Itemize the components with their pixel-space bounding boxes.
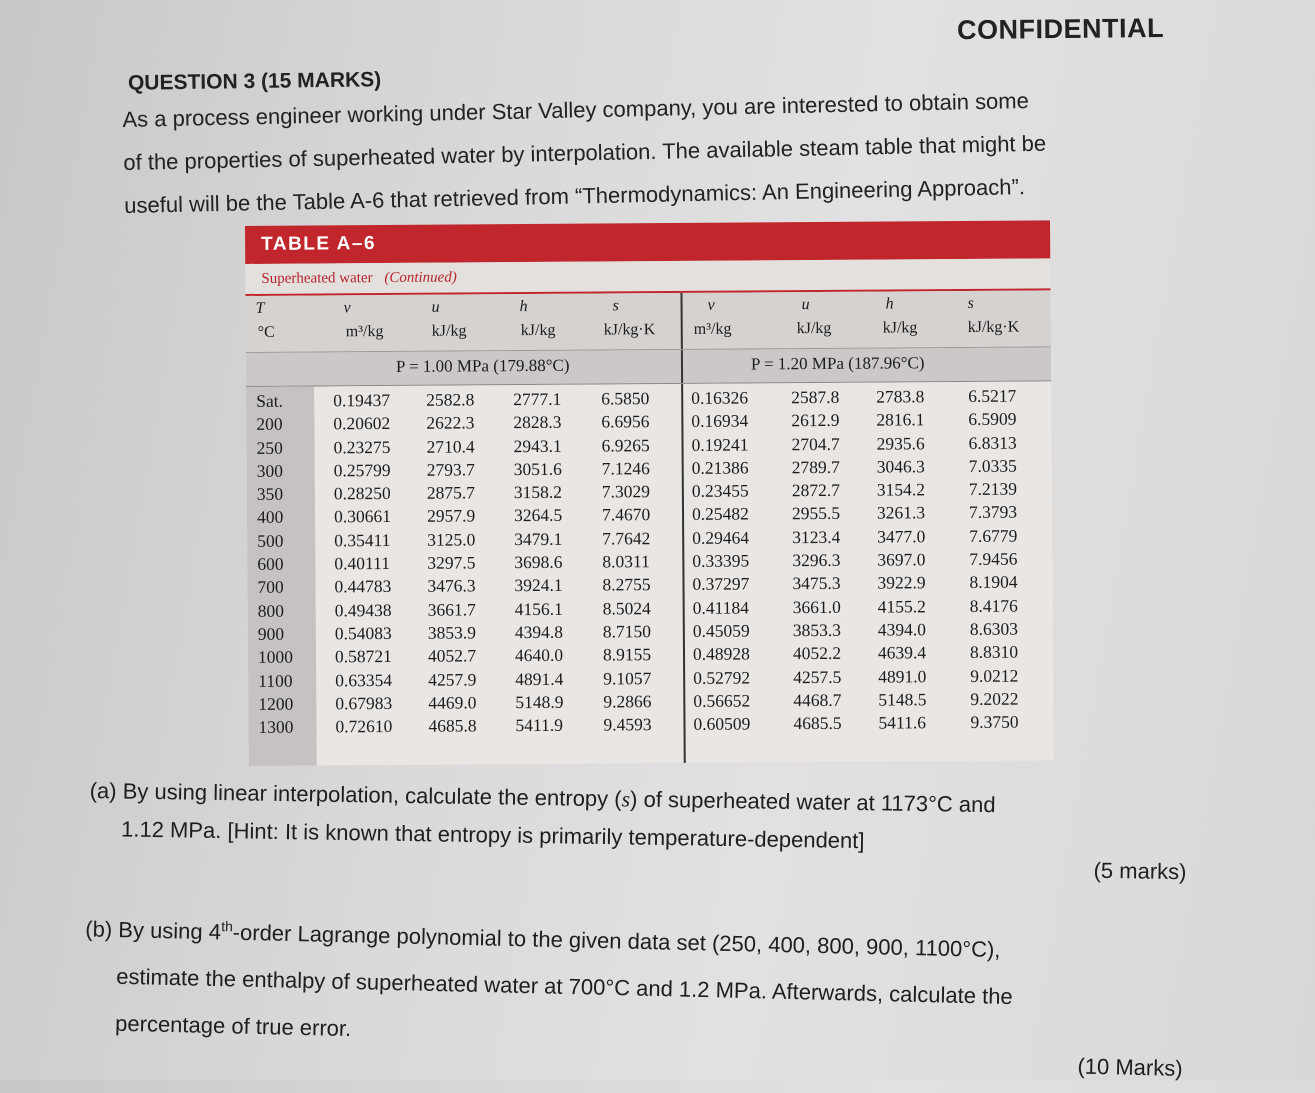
part-a-text-rest: ) of superheated water at 1173°C and bbox=[629, 786, 996, 818]
part-a-marks: (5 marks) bbox=[1093, 857, 1187, 885]
temperature-cell: 500 bbox=[257, 530, 284, 551]
temperature-cell: 800 bbox=[257, 600, 285, 621]
table-cell: 3154.2 bbox=[876, 479, 926, 500]
col-symbol: s bbox=[967, 294, 974, 312]
table-cell: 2957.9 bbox=[426, 505, 476, 527]
table-cell: 0.44783 bbox=[334, 576, 392, 597]
steam-table-a6 bbox=[245, 220, 1054, 766]
table-cell: 8.4176 bbox=[969, 595, 1018, 616]
col-symbol: s bbox=[612, 297, 619, 315]
table-cell: 3158.2 bbox=[513, 481, 563, 503]
table-cell: 4257.9 bbox=[428, 668, 477, 690]
intro-line: of the properties of superheated water by interpolation. The available steam table that might be bbox=[123, 130, 1047, 175]
table-cell: 4891.4 bbox=[515, 668, 564, 689]
temperature-cell: 200 bbox=[256, 414, 283, 435]
table-cell: 0.23275 bbox=[333, 436, 391, 457]
table-rows bbox=[246, 385, 1053, 740]
table-cell: 0.37297 bbox=[692, 573, 750, 595]
table-cell: 0.19241 bbox=[691, 434, 749, 455]
table-cell: 0.35411 bbox=[334, 529, 391, 551]
table-cell: 0.19437 bbox=[333, 389, 391, 411]
question-part-b bbox=[83, 900, 1226, 1081]
col-unit: kJ/kg bbox=[796, 319, 832, 338]
col-unit: °C bbox=[257, 323, 275, 341]
temperature-cell: 1000 bbox=[257, 646, 294, 668]
table-cell: 2777.1 bbox=[513, 388, 562, 410]
table-cell: 3924.1 bbox=[514, 575, 563, 596]
table-cell: 3661.0 bbox=[792, 596, 841, 617]
col-symbol: u bbox=[431, 298, 440, 316]
question-part-a bbox=[89, 772, 1220, 885]
table-cell: 5411.9 bbox=[515, 714, 564, 736]
table-cell: 6.5909 bbox=[968, 408, 1017, 430]
table-cell: 3698.6 bbox=[514, 551, 563, 573]
table-cell: 3123.4 bbox=[792, 526, 841, 547]
ordinal-suffix: th bbox=[220, 918, 234, 935]
table-cell: 9.2866 bbox=[603, 691, 652, 712]
part-b-text: (b) By using 4 bbox=[85, 916, 222, 945]
table-cell: 2955.5 bbox=[791, 503, 841, 524]
table-cell: 7.9456 bbox=[969, 548, 1018, 570]
table-cell: 6.8313 bbox=[968, 432, 1017, 453]
table-cell: 0.49438 bbox=[334, 599, 392, 621]
table-cell: 7.6779 bbox=[969, 525, 1018, 546]
table-cell: 3046.3 bbox=[876, 456, 925, 477]
table-cell: 0.72610 bbox=[335, 716, 393, 737]
col-symbol: v bbox=[707, 296, 715, 314]
temperature-cell: 350 bbox=[256, 483, 284, 505]
table-cell: 0.58721 bbox=[334, 646, 392, 667]
table-cell: 0.28250 bbox=[333, 483, 391, 504]
table-cell: 4469.0 bbox=[428, 692, 477, 713]
table-cell: 2828.3 bbox=[513, 412, 562, 433]
table-cell: 2704.7 bbox=[791, 433, 840, 454]
table-cell: 2612.9 bbox=[791, 410, 840, 431]
table-cell: 2582.8 bbox=[426, 389, 475, 410]
table-cell: 7.0335 bbox=[968, 455, 1017, 476]
table-cell: 2875.7 bbox=[426, 482, 476, 503]
table-cell: 0.40111 bbox=[334, 553, 391, 574]
confidential-label: CONFIDENTIAL bbox=[956, 12, 1165, 46]
pressure-left: P = 1.00 MPa (179.88°C) bbox=[395, 355, 570, 376]
table-cell: 9.4593 bbox=[603, 714, 652, 735]
table-cell: 8.0311 bbox=[602, 551, 650, 572]
temperature-cell: 1200 bbox=[258, 693, 294, 714]
table-cell: 0.21386 bbox=[691, 457, 749, 478]
table-cell: 3697.0 bbox=[877, 549, 926, 570]
table-cell: 0.20602 bbox=[333, 413, 391, 434]
column-header bbox=[245, 290, 1050, 353]
table-cell: 0.56652 bbox=[693, 690, 751, 711]
table-cell: 0.67983 bbox=[335, 692, 393, 714]
table-cell: 0.23455 bbox=[691, 480, 749, 502]
table-cell: 4052.7 bbox=[427, 645, 477, 666]
col-unit: m³/kg bbox=[345, 323, 384, 341]
table-cell: 3476.3 bbox=[427, 575, 476, 597]
part-b-line-2: estimate the enthalpy of superheated water at 700°C and 1.2 MPa. Afterwards, calculate the bbox=[115, 964, 1013, 1010]
table-cell: 4891.0 bbox=[878, 665, 927, 687]
table-cell: 0.52792 bbox=[693, 667, 751, 688]
table-cell: 9.0212 bbox=[970, 665, 1019, 686]
table-cell: 9.2022 bbox=[970, 688, 1019, 709]
table-cell: 8.8310 bbox=[969, 641, 1019, 663]
table-cell: 6.9265 bbox=[601, 434, 650, 456]
table-cell: 8.9155 bbox=[602, 644, 652, 665]
col-symbol: u bbox=[801, 296, 810, 314]
temperature-cell: 400 bbox=[256, 507, 284, 528]
table-subtitle-note: (Continued) bbox=[384, 269, 457, 287]
part-b-line-3: percentage of true error. bbox=[114, 1011, 352, 1042]
table-divider bbox=[681, 350, 683, 383]
part-b-text-rest: -order Lagrange polynomial to the given data set (250, 400, 800, 900, 1100°C), bbox=[232, 919, 1001, 963]
temperature-cell: 250 bbox=[256, 437, 283, 458]
table-cell: 2935.6 bbox=[876, 432, 925, 454]
part-b-marks: (10 Marks) bbox=[1077, 1053, 1183, 1081]
temperature-cell: 700 bbox=[257, 577, 284, 598]
table-cell: 2783.8 bbox=[876, 386, 925, 407]
table-body bbox=[246, 381, 1054, 766]
table-cell: 8.7150 bbox=[602, 621, 652, 642]
col-unit: kJ/kg bbox=[882, 319, 918, 337]
table-cell: 8.6303 bbox=[969, 618, 1019, 639]
col-symbol: h bbox=[885, 295, 894, 313]
table-cell: 2793.7 bbox=[426, 459, 475, 480]
table-cell: 2587.8 bbox=[791, 386, 840, 408]
table-cell: 7.4670 bbox=[601, 504, 651, 525]
table-cell: 3051.6 bbox=[513, 458, 562, 480]
table-cell: 9.3750 bbox=[970, 711, 1019, 733]
table-cell: 0.16326 bbox=[691, 387, 749, 408]
table-cell: 2789.7 bbox=[791, 456, 840, 478]
table-cell: 7.7642 bbox=[602, 527, 651, 549]
col-unit: kJ/kg bbox=[520, 321, 556, 340]
intro-line: useful will be the Table A-6 that retrieved from “Thermodynamics: An Engineering Approach”. bbox=[123, 174, 1026, 218]
table-cell: 3261.3 bbox=[876, 502, 926, 524]
table-cell: 4685.5 bbox=[793, 713, 842, 734]
entropy-symbol: s bbox=[621, 786, 631, 812]
table-cell: 4156.1 bbox=[514, 598, 563, 619]
table-cell: 0.63354 bbox=[335, 669, 393, 690]
table-cell: 4155.2 bbox=[877, 595, 926, 617]
table-cell: 4468.7 bbox=[793, 689, 842, 711]
table-row bbox=[248, 712, 1053, 741]
table-cell: 5148.9 bbox=[515, 691, 564, 712]
table-cell: 3296.3 bbox=[792, 549, 841, 571]
table-cell: 3297.5 bbox=[427, 552, 476, 573]
table-cell: 3125.0 bbox=[427, 529, 476, 550]
table-cell: 8.5024 bbox=[602, 597, 651, 619]
table-cell: 6.5217 bbox=[968, 385, 1017, 406]
table-cell: 7.1246 bbox=[601, 458, 650, 479]
table-cell: 0.54083 bbox=[334, 622, 392, 644]
table-cell: 7.3793 bbox=[968, 502, 1018, 523]
col-unit: kJ/kg bbox=[431, 322, 467, 340]
table-cell: 0.25482 bbox=[691, 503, 749, 525]
question-heading: QUESTION 3 (15 MARKS) bbox=[127, 68, 382, 95]
temperature-cell: 1100 bbox=[258, 670, 293, 691]
table-cell: 2872.7 bbox=[791, 480, 841, 501]
table-cell: 4257.5 bbox=[793, 666, 842, 687]
question-intro bbox=[122, 75, 1199, 226]
col-unit: m³/kg bbox=[693, 320, 732, 338]
table-cell: 0.60509 bbox=[693, 713, 751, 735]
col-unit: kJ/kg·K bbox=[967, 318, 1020, 336]
temperature-cell: Sat. bbox=[256, 390, 284, 411]
table-cell: 0.16934 bbox=[691, 410, 749, 432]
table-cell: 2816.1 bbox=[876, 409, 925, 430]
table-cell: 4685.8 bbox=[428, 715, 477, 736]
table-cell: 3475.3 bbox=[792, 573, 841, 594]
table-cell: 8.2755 bbox=[602, 574, 651, 595]
col-symbol: h bbox=[519, 298, 528, 316]
temperature-cell: 600 bbox=[257, 553, 284, 574]
table-cell: 6.6956 bbox=[601, 411, 650, 432]
table-cell: 0.48928 bbox=[692, 643, 750, 665]
table-cell: 3479.1 bbox=[514, 528, 563, 549]
table-cell: 3922.9 bbox=[877, 572, 926, 593]
table-divider bbox=[680, 293, 682, 349]
pressure-header-row bbox=[246, 347, 1051, 387]
table-cell: 0.30661 bbox=[333, 506, 391, 527]
table-cell: 4640.0 bbox=[514, 645, 564, 666]
table-cell: 0.29464 bbox=[692, 527, 750, 548]
table-subtitle-text: Superheated water bbox=[261, 270, 373, 287]
table-cell: 3853.3 bbox=[792, 619, 842, 641]
temperature-cell: 300 bbox=[256, 460, 284, 481]
table-cell: 7.2139 bbox=[968, 478, 1018, 500]
table-cell: 5148.5 bbox=[878, 689, 927, 710]
table-cell: 3264.5 bbox=[513, 505, 563, 526]
table-cell: 0.33395 bbox=[692, 550, 750, 571]
table-cell: 8.1904 bbox=[969, 571, 1018, 593]
pressure-right: P = 1.20 MPa (187.96°C) bbox=[750, 353, 925, 374]
col-unit: kJ/kg·K bbox=[603, 321, 656, 339]
table-cell: 4052.2 bbox=[792, 643, 842, 664]
table-cell: 0.25799 bbox=[333, 459, 391, 481]
table-cell: 3477.0 bbox=[877, 526, 926, 547]
part-a-text: (a) By using linear interpolation, calculate the entropy ( bbox=[89, 777, 622, 812]
table-cell: 2622.3 bbox=[426, 412, 475, 434]
table-cell: 4394.8 bbox=[514, 621, 564, 643]
part-a-line-2: 1.12 MPa. [Hint: It is known that entropy is primarily temperature-dependent] bbox=[120, 816, 865, 854]
col-symbol: T bbox=[255, 299, 265, 317]
intro-line: As a process engineer working under Star Valley company, you are interested to obtain some bbox=[122, 88, 1030, 132]
table-cell: 2943.1 bbox=[513, 435, 562, 456]
table-cell: 0.45059 bbox=[692, 620, 750, 641]
col-symbol: v bbox=[343, 299, 351, 317]
table-cell: 6.5850 bbox=[601, 388, 650, 409]
table-banner: TABLE A–6 bbox=[245, 220, 1050, 264]
temperature-cell: 1300 bbox=[258, 716, 294, 738]
table-cell: 2710.4 bbox=[426, 435, 475, 457]
table-cell: 7.3029 bbox=[601, 481, 651, 502]
table-cell: 4639.4 bbox=[877, 642, 927, 663]
table-cell: 0.41184 bbox=[692, 597, 749, 618]
table-cell: 4394.0 bbox=[877, 619, 927, 640]
table-cell: 3661.7 bbox=[427, 599, 476, 620]
table-cell: 9.1057 bbox=[603, 667, 652, 689]
table-cell: 3853.9 bbox=[427, 622, 477, 643]
temperature-cell: 900 bbox=[257, 623, 285, 644]
table-cell: 5411.6 bbox=[878, 712, 927, 733]
